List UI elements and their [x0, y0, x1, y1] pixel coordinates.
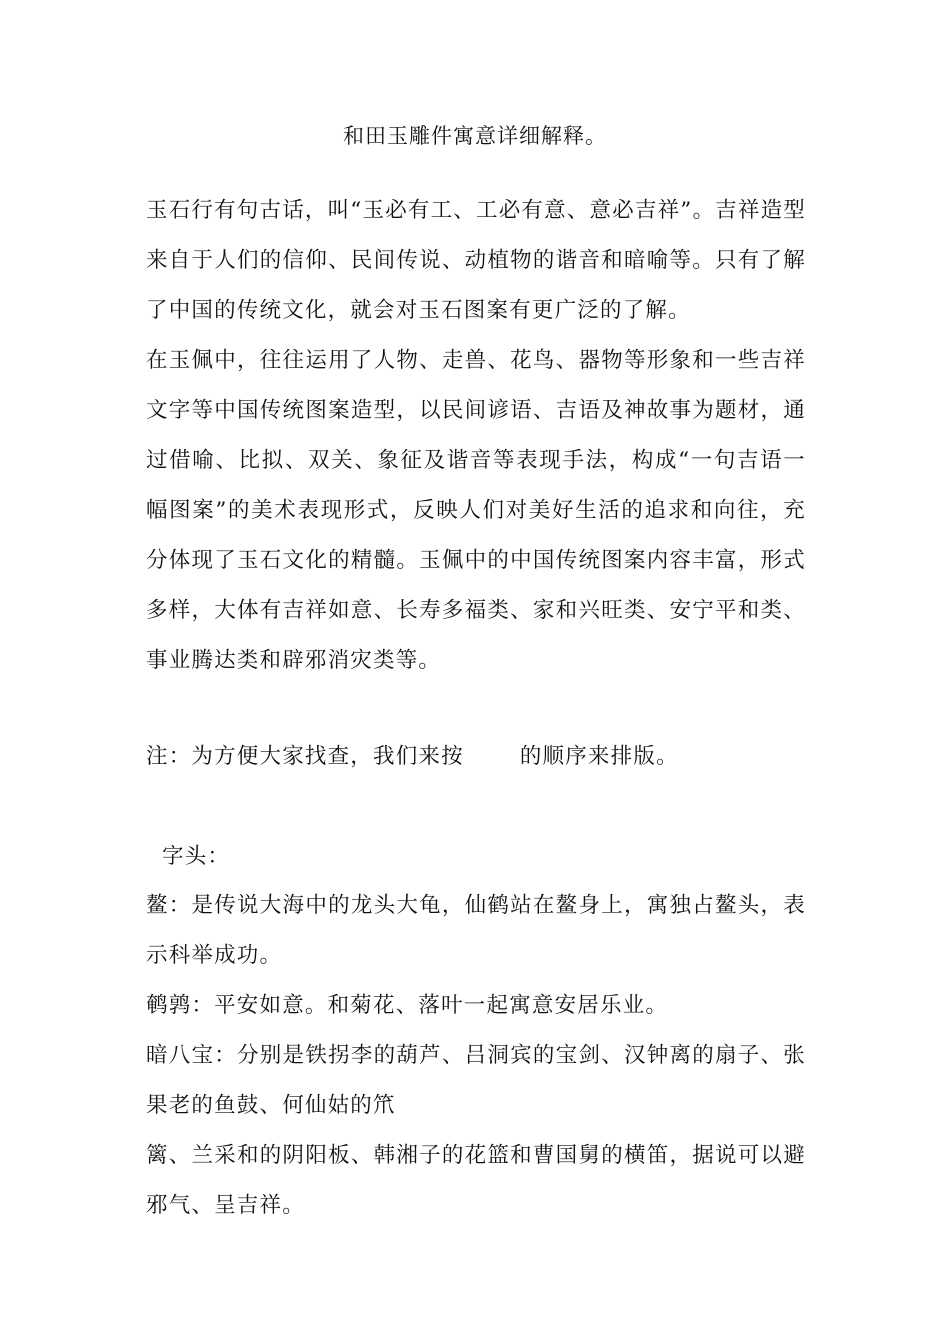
entry-anbabao: 暗八宝：分别是铁拐李的葫芦、吕洞宾的宝剑、汉钟离的扇子、张果老的鱼鼓、何仙姑的笊 — [146, 1043, 806, 1118]
entry-ao: 鳌：是传说大海中的龙头大龟，仙鹤站在鳌身上，寓独占鳌头，表示科举成功。 — [146, 893, 806, 968]
note-text-after: 的顺序来排版。 — [519, 744, 679, 769]
intro-paragraph: 玉石行有句古话，叫“玉必有工、工必有意、意必吉祥”。吉祥造型来自于人们的信仰、民间传说、动植物的谐音和暗喻等。只有了解了中国的传统文化，就会对玉石图案有更广泛的了解。 — [146, 198, 806, 323]
note-paragraph — [146, 732, 806, 782]
entry-list — [146, 881, 806, 1231]
entry-anchun: 鹌鹑：平安如意。和菊花、落叶一起寓意安居乐业。 — [146, 993, 669, 1018]
note-text-before: 注：为方便大家找查，我们来按 — [146, 744, 464, 769]
section-heading: 字头： — [162, 844, 231, 869]
entry-anbabao-continued: 篱、兰采和的阴阳板、韩湘子的花篮和曹国舅的横笛，据说可以避邪气、呈吉祥。 — [146, 1143, 806, 1218]
document-title: 和田玉雕件寓意详细解释。 — [343, 124, 607, 148]
second-paragraph: 在玉佩中，往往运用了人物、走兽、花鸟、器物等形象和一些吉祥文字等中国传统图案造型，以民间谚语、吉语及神故事为题材，通过借喻、比拟、双关、象征及谐音等表现手法，构成“一句吉语一幅图案”的美术表现形式，反映人们对美好生活的追求和向往，充分体现了玉石文化的精髓。玉佩中的中国传统图案内容丰富，形式多样，大体有吉祥如意、长寿多福类、家和兴旺类、安宁平和类、事业腾达类和辟邪消灾类等。 — [146, 348, 806, 673]
